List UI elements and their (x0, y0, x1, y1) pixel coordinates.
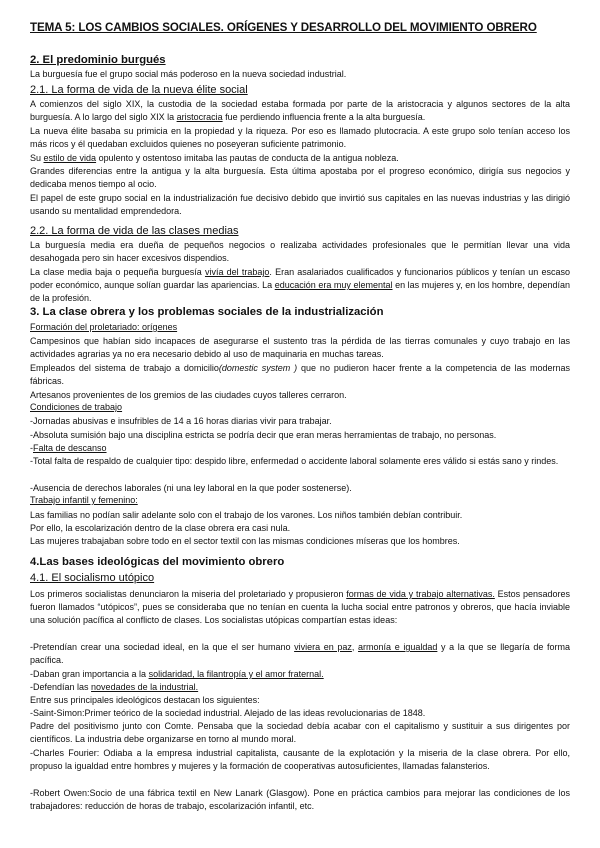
section-4-1-heading: 4.1. El socialismo utópico (30, 572, 155, 584)
section-4-1-item: -Pretendían crear una sociedad ideal, en la que el ser humano viviera en paz, armonía e igualdad y a la que se llegaría de forma pacífica. (30, 642, 570, 666)
section-4-1-item: -Saint-Simon:Primer teórico de la sociedad industrial. Alejado de las ideas revolucionarias de 1848. (30, 708, 426, 718)
section-2-1-paragraph: A comienzos del siglo XIX, la custodia de la sociedad estaba formada por parte de la aristocracia y algunos sectores de la alta burguesía. A lo largo del siglo XIX la aristocracia fue perdiendo influencia frente a la alta burguesía. (30, 99, 570, 123)
condiciones-subheading: Condiciones de trabajo (30, 402, 123, 412)
section-2-1-paragraph: Su estilo de vida opulento y ostentoso imitaba las pautas de conducta de la antigua nobleza. (30, 153, 399, 163)
infantil-paragraph: Las mujeres trabajaban sobre todo en el sector textil con las mismas condiciones míseras que los hombres. (30, 536, 460, 546)
section-2-1-paragraph: Grandes diferencias entre la antigua y la alta burguesía. Esta última apostaba por el progreso económico, dirigía sus negocios y dedicaba menos tiempo al ocio. (30, 166, 570, 190)
section-4-1-paragraph: Padre del positivismo junto con Comte. Pensaba que la sociedad debía acabar con el capitalismo y sustituir a sus dirigentes por científicos. La industria debe organizarse en torno al mundo moral. (30, 721, 570, 745)
section-2-heading: 2. El predominio burgués (30, 54, 166, 66)
section-4-1-item: -Daban gran importancia a la solidaridad, la filantropía y el amor fraternal. (30, 669, 324, 679)
infantil-paragraph: Por ello, la escolarización dentro de la clase obrera era casi nula. (30, 523, 291, 533)
section-4-1-item: -Robert Owen:Socio de una fábrica textil en New Lanark (Glasgow). Pone en práctica cambios para mejorar las condiciones de los trabajadores: reducción de horas de trabajo, escolarización infantil, etc. (30, 788, 570, 812)
infantil-subheading: Trabajo infantil y femenino: (30, 495, 138, 505)
condiciones-item: -Jornadas abusivas e insufribles de 14 a 16 horas diarias vivir para trabajar. (30, 416, 332, 426)
section-4-1-paragraph: Los primeros socialistas denunciaron la miseria del proletariado y propusieron formas de vida y trabajo alternativas. Estos pensadores fueron llamados “utópicos”, pues se consideraba que no tenían en cuenta la lucha social entre patronos y obreros, que hacía inviable una solución pacífica al conflicto de clases. Los socialistas utópicas compartían estas ideas: (30, 589, 571, 626)
condiciones-item: -Total falta de respaldo de cualquier tipo: despido libre, enfermedad o accidente laboral solamente eres válido si estás sano y rindes. (30, 456, 559, 466)
formacion-paragraph: Empleados del sistema de trabajo a domicilio(domestic system ) que no pudieron hacer frente a la competencia de las modernas fábricas. (30, 363, 571, 387)
section-2-2-heading: 2.2. La forma de vida de las clases medias (30, 225, 239, 237)
condiciones-item: -Absoluta sumisión bajo una disciplina estricta se podría decir que eran meras herramientas de trabajo, no personas. (30, 430, 497, 440)
section-3-heading: 3. La clase obrera y los problemas sociales de la industrialización (30, 306, 384, 318)
section-2-2-paragraph: La clase media baja o pequeña burguesía vivía del trabajo. Eran asalariados cualificados y funcionarios públicos y tenían un escaso poder económico, aunque solían guardar las apariencias. La educación era muy elemental en las mujeres y, en los hombre, dependían de la profesión. (30, 267, 570, 304)
section-2-intro: La burguesía fue el grupo social más poderoso en la nueva sociedad industrial. (30, 69, 347, 79)
condiciones-item: -Ausencia de derechos laborales (ni una ley laboral en la que poder sostenerse). (30, 483, 352, 493)
section-4-1-item: -Charles Fourier: Odiaba a la empresa industrial capitalista, causante de la explotación y la miseria de la clase obrera. Por ello, propuso la igualdad entre hombres y mujeres y la formación de cooperativas autosuficientes, llamadas falansterios. (30, 748, 570, 772)
section-4-1-paragraph: Entre sus principales ideológicos destacan los siguientes: (30, 695, 260, 705)
section-2-1-paragraph: La nueva élite basaba su primicia en la propiedad y la riqueza. Por eso es llamado plutocracia. A este grupo solo tenían acceso los más ricos y él quedaban excluidos quienes no poseyeran suficiente patrimonio. (30, 126, 570, 150)
formacion-paragraph: Campesinos que habían sido incapaces de asegurarse el sustento tras la pérdida de las tierras comunales y cuyo trabajo en las actividades agrarias ya no era necesario debido al uso de maquinaria en muchas tareas. (30, 336, 570, 360)
infantil-paragraph: Las familias no podían salir adelante solo con el trabajo de los varones. Los niños también debían contribuir. (30, 510, 463, 520)
condiciones-item: -Falta de descanso (30, 443, 107, 453)
section-2-1-heading: 2.1. La forma de vida de la nueva élite social (30, 84, 248, 96)
formacion-paragraph: Artesanos provenientes de los gremios de las ciudades cuyos talleres cerraron. (30, 390, 347, 400)
section-4-1-item: -Defendían las novedades de la industrial. (30, 682, 199, 692)
document-title: TEMA 5: LOS CAMBIOS SOCIALES. ORÍGENES Y DESARROLLO DEL MOVIMIENTO OBRERO (30, 21, 537, 34)
formacion-subheading: Formación del proletariado: orígenes (30, 322, 178, 332)
section-2-2-paragraph: La burguesía media era dueña de pequeños negocios o realizaba actividades profesionales que le permitían llevar una vida desahogada pero sin hacer excesivos dispendios. (30, 240, 570, 264)
section-4-heading: 4.Las bases ideológicas del movimiento obrero (30, 556, 285, 568)
section-2-1-paragraph: El papel de este grupo social en la industrialización fue decisivo debido que invirtió sus capitales en las nuevas industrias y las dirigió usando su mentalidad emprendedora. (30, 193, 570, 217)
